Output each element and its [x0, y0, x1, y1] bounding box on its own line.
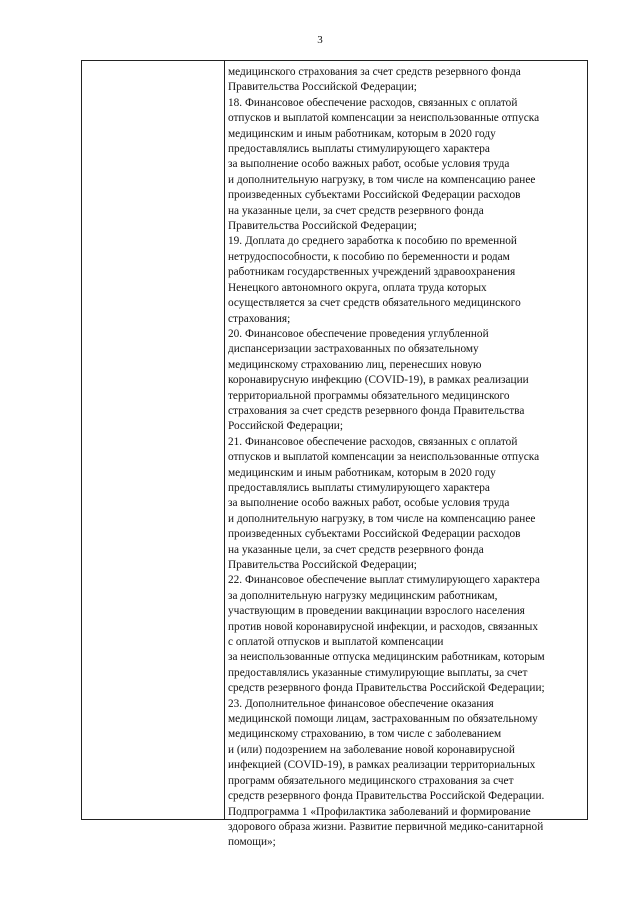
column-divider [224, 61, 225, 819]
text-line: 23. Дополнительное финансовое обеспечение оказания [228, 697, 494, 710]
text-line: средств резервного фонда Правительства Российской Федерации. [228, 790, 545, 803]
text-line: здорового образа жизни. Развитие первичной медико-санитарной [228, 820, 544, 833]
text-line: предоставлялись указанные стимулирующие выплаты, за счет [228, 666, 528, 679]
text-line: на указанные цели, за счет средств резервного фонда [228, 204, 484, 217]
text-line: предоставлялись выплаты стимулирующего характера [228, 481, 490, 494]
text-line: за дополнительную нагрузку медицинским работникам, [228, 589, 498, 602]
text-line: 21. Финансовое обеспечение расходов, связанных с оплатой [228, 435, 518, 448]
text-line: медицинским и иным работникам, которым в 2020 году [228, 466, 496, 479]
text-line: медицинскому страхованию лиц, перенесших новую [228, 358, 482, 371]
table-text-cell [228, 65, 585, 851]
text-line: и дополнительную нагрузку, в том числе на компенсацию ранее [228, 173, 536, 186]
text-line: страхования; [228, 312, 291, 325]
text-line: инфекцией (COVID-19), в рамках реализации территориальных [228, 759, 536, 772]
text-line: медицинскому страхованию, в том числе с заболеванием [228, 728, 502, 741]
text-line: и (или) подозрением на заболевание новой коронавирусной [228, 743, 515, 756]
text-line: территориальной программы обязательного медицинского [228, 389, 510, 402]
text-line: страхования за счет средств резервного фонда Правительства [228, 404, 525, 417]
text-line: 18. Финансовое обеспечение расходов, связанных с оплатой [228, 96, 518, 109]
text-line: предоставлялись выплаты стимулирующего характера [228, 143, 490, 156]
text-line: на указанные цели, за счет средств резервного фонда [228, 543, 484, 556]
text-line: медицинского страхования за счет средств резервного фонда [228, 66, 521, 78]
document-table [81, 60, 588, 849]
text-line: и дополнительную нагрузку, в том числе на компенсацию ранее [228, 512, 536, 525]
text-line: медицинской помощи лицам, застрахованным по обязательному [228, 713, 538, 726]
text-line: Подпрограмма 1 «Профилактика заболеваний и формирование [228, 805, 531, 818]
text-line: за выполнение особо важных работ, особые условия труда [228, 497, 510, 510]
text-line: 20. Финансовое обеспечение проведения углубленной [228, 327, 489, 340]
text-line: работникам государственных учреждений здравоохранения [228, 266, 516, 279]
text-line: нетрудоспособности, к пособию по беременности и родам [228, 250, 510, 263]
text-line: отпусков и выплатой компенсации за неиспользованные отпуска [228, 112, 540, 125]
page-number: 3 [317, 34, 323, 46]
text-line: за неиспользованные отпуска медицинским работникам, которым [228, 651, 545, 664]
text-line: программ обязательного медицинского страхования за счет [228, 774, 514, 787]
text-line: медицинским и иным работникам, которым в 2020 году [228, 127, 496, 140]
text-line: средств резервного фонда Правительства Российской Федерации; [228, 682, 545, 695]
text-line: произведенных субъектами Российской Федерации расходов [228, 528, 521, 541]
text-line: участвующим в проведении вакцинации взрослого населения [228, 605, 525, 618]
text-line: Правительства Российской Федерации; [228, 559, 417, 571]
text-line: с оплатой отпусков и выплатой компенсации [228, 636, 444, 649]
text-line: осуществляется за счет средств обязательного медицинского [228, 297, 521, 310]
text-line: диспансеризации застрахованных по обязательному [228, 343, 479, 356]
text-line: Правительства Российской Федерации; [228, 81, 417, 94]
text-line: Ненецкого автономного округа, оплата труда которых [228, 281, 487, 294]
text-line: за выполнение особо важных работ, особые условия труда [228, 158, 510, 171]
text-line: произведенных субъектами Российской Федерации расходов [228, 189, 521, 202]
text-line: 22. Финансовое обеспечение выплат стимулирующего характера [228, 574, 540, 587]
text-line: Российской Федерации; [228, 420, 343, 433]
text-line: отпусков и выплатой компенсации за неиспользованные отпуска [228, 451, 540, 464]
text-line: Правительства Российской Федерации; [228, 220, 417, 233]
text-line: помощи»; [228, 836, 276, 849]
text-line: коронавирусную инфекцию (COVID-19), в рамках реализации [228, 374, 529, 387]
text-line: 19. Доплата до среднего заработка к пособию по временной [228, 235, 517, 248]
text-line: против новой коронавирусной инфекции, и расходов, связанных [228, 620, 539, 633]
